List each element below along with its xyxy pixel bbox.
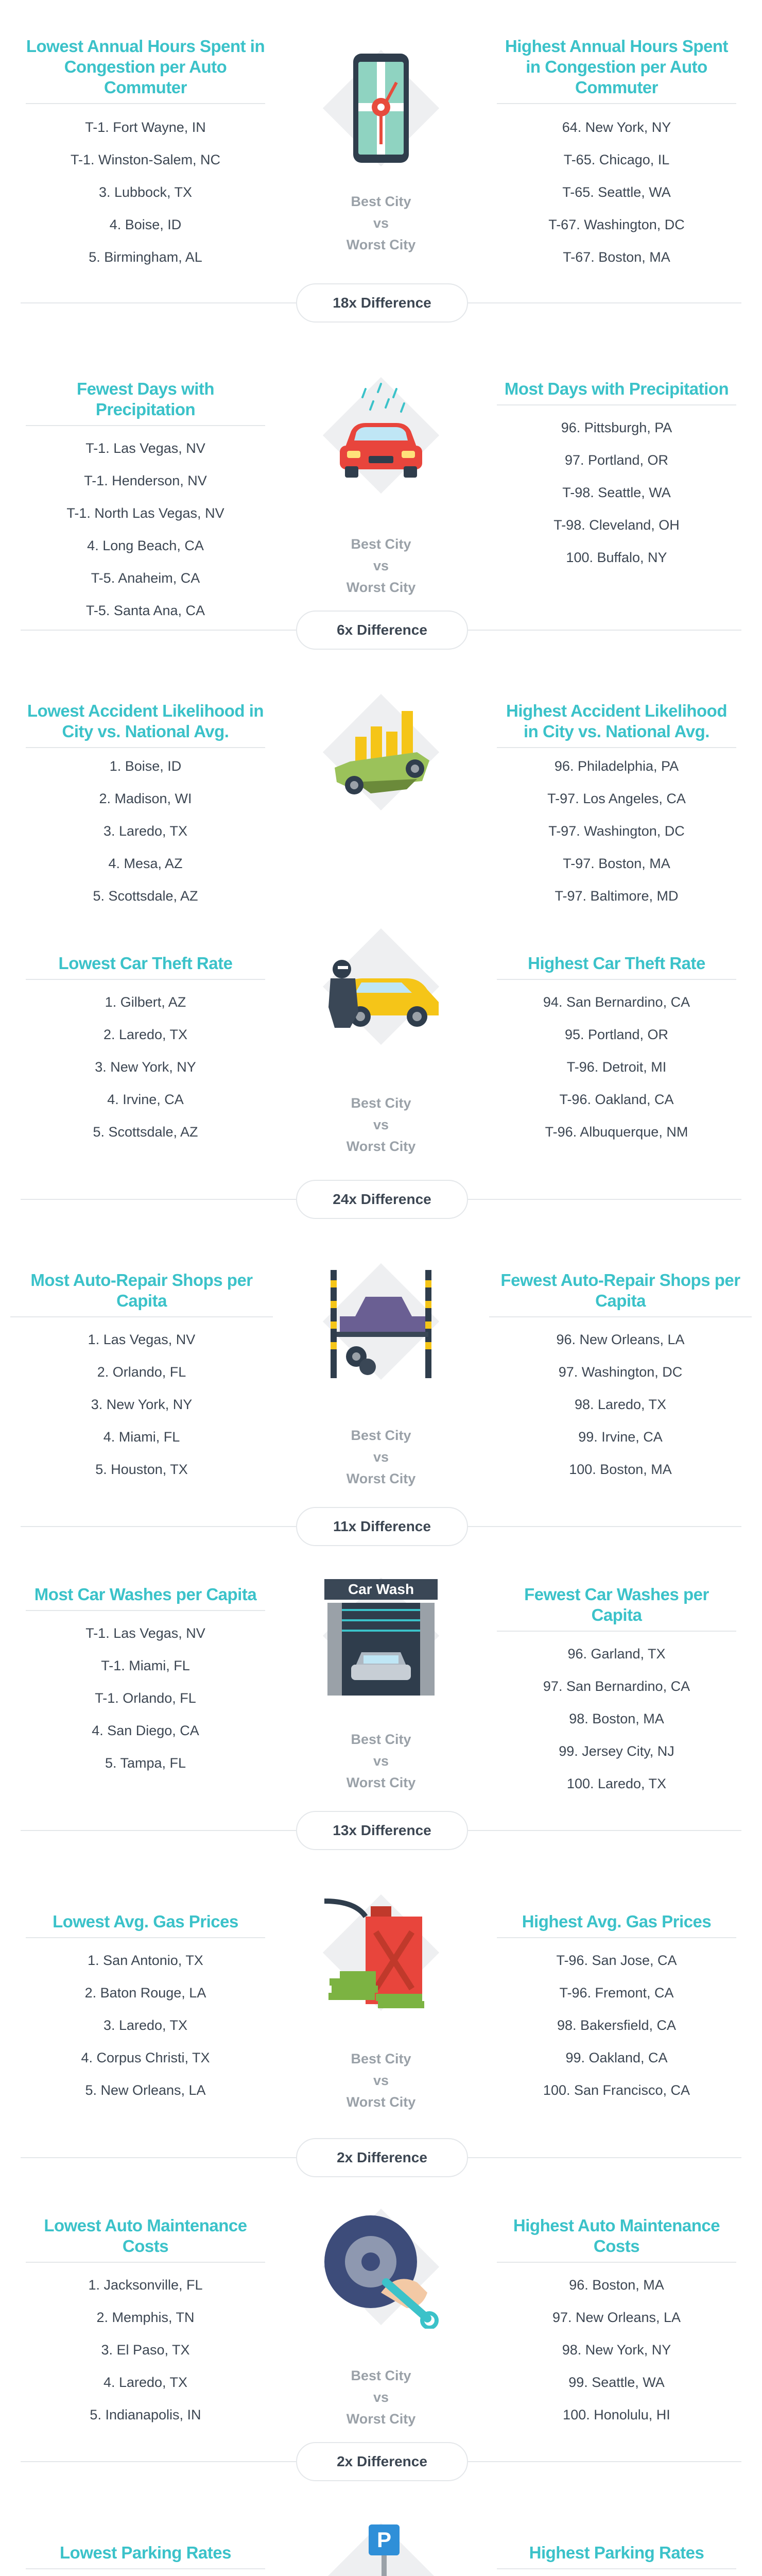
list-item: 100. Boston, MA (569, 1462, 672, 1477)
right-list (492, 1944, 741, 2107)
difference-row (21, 611, 741, 650)
best-vs-worst: Best City vs Worst City (346, 1428, 416, 1486)
list-item: 3. Laredo, TX (103, 2018, 188, 2033)
right-list (492, 1638, 741, 1800)
car-wash-sign: Car Wash (348, 1581, 414, 1597)
left-column (21, 36, 270, 274)
left-list (21, 986, 270, 1148)
left-column (21, 953, 270, 1148)
list-item: T-96. Oakland, CA (559, 1092, 674, 1107)
list-item: T-1. Henderson, NV (84, 473, 207, 488)
list-item: 95. Portland, OR (564, 1027, 669, 1042)
right-list (492, 412, 741, 574)
list-item: T-1. Winston-Salem, NC (70, 152, 221, 167)
best-vs-worst: Best City vs Worst City (346, 2051, 416, 2110)
list-item: 1. San Antonio, TX (88, 1953, 203, 1968)
list-item: 96. Pittsburgh, PA (561, 420, 672, 435)
list-item: 100. Laredo, TX (566, 1776, 667, 1791)
list-item: T-96. Detroit, MI (566, 1059, 667, 1075)
list-item: 99. Seattle, WA (568, 2375, 665, 2390)
left-list (21, 2269, 270, 2431)
difference-row (21, 1180, 741, 1219)
right-column (492, 36, 741, 274)
list-item: 100. San Francisco, CA (543, 2082, 690, 2098)
list-item: 96. Philadelphia, PA (554, 758, 679, 774)
left-title: Most Auto-Repair Shops per Capita (10, 1270, 273, 1317)
list-item: 4. Long Beach, CA (87, 538, 204, 553)
list-item: T-65. Chicago, IL (563, 152, 670, 167)
list-item: 4. San Diego, CA (92, 1723, 199, 1738)
car-in-rain-icon (319, 374, 443, 497)
list-item: 98. Bakersfield, CA (557, 2018, 677, 2033)
best-vs-worst: Best City vs Worst City (346, 1732, 416, 1790)
list-item: 4. Corpus Christi, TX (81, 2050, 210, 2065)
list-item: 97. San Bernardino, CA (543, 1679, 690, 1694)
right-column (492, 1584, 741, 1800)
difference-badge: 18x Difference (296, 283, 468, 323)
right-column (492, 701, 741, 912)
list-item: 99. Jersey City, NJ (559, 1743, 674, 1759)
list-item: 96. New Orleans, LA (556, 1332, 685, 1347)
list-item: 1. Boise, ID (109, 758, 182, 774)
right-column (492, 1911, 741, 2107)
list-item: T-97. Washington, DC (548, 823, 685, 839)
parking-sign-icon (319, 2519, 443, 2576)
list-item: 2. Orlando, FL (97, 1364, 186, 1380)
list-item: 97. Portland, OR (564, 452, 669, 468)
difference-badge: 13x Difference (296, 1811, 468, 1850)
parking-sign-letter: P (376, 2528, 391, 2552)
list-item: 97. Washington, DC (558, 1364, 683, 1380)
list-item: T-67. Boston, MA (563, 249, 670, 265)
right-column (484, 1270, 757, 1486)
crashed-car-icon (319, 690, 443, 814)
list-item: 1. Gilbert, AZ (105, 994, 186, 1010)
list-item: 100. Honolulu, HI (563, 2407, 670, 2422)
list-item: T-1. North Las Vegas, NV (66, 505, 224, 521)
right-list (492, 750, 741, 912)
list-item: T-97. Los Angeles, CA (547, 791, 686, 806)
best-vs-worst: Best City vs Worst City (346, 536, 416, 595)
best-vs-worst: Best City vs Worst City (346, 194, 416, 252)
list-item: 3. Lubbock, TX (98, 184, 193, 200)
right-title: Most Days with Precipitation (497, 379, 736, 405)
list-item: 64. New York, NY (562, 120, 671, 135)
right-column (492, 2543, 741, 2576)
difference-badge: 2x Difference (296, 2442, 468, 2481)
list-item: 2. Madison, WI (99, 791, 192, 806)
right-column (492, 2215, 741, 2431)
list-item: 2. Baton Rouge, LA (84, 1985, 206, 2001)
list-item: T-67. Washington, DC (548, 217, 685, 232)
left-column (21, 2215, 270, 2431)
list-item: 5. Houston, TX (95, 1462, 188, 1477)
list-item: 5. Scottsdale, AZ (93, 888, 198, 904)
list-item: T-5. Anaheim, CA (91, 570, 200, 586)
left-title: Most Car Washes per Capita (26, 1584, 265, 1611)
list-item: 4. Miami, FL (103, 1429, 180, 1445)
list-item: 3. El Paso, TX (101, 2342, 190, 2358)
right-title: Highest Car Theft Rate (497, 953, 736, 980)
left-column (5, 1270, 278, 1486)
list-item: T-1. Fort Wayne, IN (85, 120, 206, 135)
difference-row (21, 2138, 741, 2177)
difference-badge: 24x Difference (296, 1180, 468, 1219)
difference-row (21, 1507, 741, 1546)
list-item: 98. New York, NY (562, 2342, 671, 2358)
list-item: T-1. Las Vegas, NV (85, 440, 205, 456)
difference-row (21, 283, 741, 323)
list-item: 96. Boston, MA (569, 2277, 664, 2293)
list-item: T-98. Cleveland, OH (553, 517, 680, 533)
right-title: Fewest Car Washes per Capita (497, 1584, 736, 1632)
list-item: 3. New York, NY (95, 1059, 196, 1075)
list-item: 1. Jacksonville, FL (88, 2277, 203, 2293)
list-item: 5. Scottsdale, AZ (93, 1124, 198, 1140)
left-title: Lowest Parking Rates (26, 2543, 265, 2569)
difference-badge: 6x Difference (296, 611, 468, 650)
list-item: 3. Laredo, TX (103, 823, 188, 839)
list-item: T-96. Fremont, CA (559, 1985, 674, 2001)
left-list (21, 750, 270, 912)
list-item: 98. Laredo, TX (574, 1397, 667, 1412)
right-title: Highest Avg. Gas Prices (497, 1911, 736, 1938)
list-item: 4. Laredo, TX (103, 2375, 188, 2390)
list-item: 4. Boise, ID (109, 217, 182, 232)
left-list (5, 1324, 278, 1486)
left-list (21, 1944, 270, 2107)
list-item: 96. Garland, TX (567, 1646, 666, 1662)
list-item: 100. Buffalo, NY (566, 550, 667, 565)
left-column (21, 701, 270, 912)
list-item: T-1. Las Vegas, NV (85, 1625, 205, 1641)
list-item: T-97. Baltimore, MD (555, 888, 679, 904)
left-title: Lowest Auto Maintenance Costs (26, 2215, 265, 2263)
left-list (21, 432, 270, 627)
list-item: 4. Irvine, CA (107, 1092, 184, 1107)
list-item: 99. Irvine, CA (578, 1429, 663, 1445)
list-item: 3. New York, NY (91, 1397, 193, 1412)
difference-row (21, 1811, 741, 1850)
car-wash-icon (319, 1574, 443, 1698)
list-item: 5. Indianapolis, IN (90, 2407, 201, 2422)
list-item: 1. Las Vegas, NV (88, 1332, 196, 1347)
right-title: Highest Annual Hours Spent in Congestion per Auto Commuter (497, 36, 736, 104)
list-item: 94. San Bernardino, CA (543, 994, 690, 1010)
best-vs-worst: Best City vs Worst City (346, 2368, 416, 2427)
right-list (492, 2269, 741, 2431)
left-list (21, 1617, 270, 1780)
left-title: Lowest Avg. Gas Prices (26, 1911, 265, 1938)
list-item: T-1. Orlando, FL (95, 1690, 196, 1706)
left-title: Lowest Annual Hours Spent in Congestion per Auto Commuter (26, 36, 265, 104)
right-title: Fewest Auto-Repair Shops per Capita (489, 1270, 752, 1317)
list-item: 5. Birmingham, AL (89, 249, 202, 265)
difference-row (21, 2442, 741, 2481)
list-item: 98. Boston, MA (569, 1711, 664, 1726)
left-title: Fewest Days with Precipitation (26, 379, 265, 426)
right-title: Highest Accident Likelihood in City vs. National Avg. (497, 701, 736, 748)
left-column (21, 1584, 270, 1780)
list-item: T-65. Seattle, WA (562, 184, 671, 200)
list-item: T-98. Seattle, WA (562, 485, 671, 500)
difference-badge: 2x Difference (296, 2138, 468, 2177)
left-column (21, 1911, 270, 2107)
left-title: Lowest Accident Likelihood in City vs. National Avg. (26, 701, 265, 748)
list-item: 2. Laredo, TX (103, 1027, 188, 1042)
left-column (21, 2543, 270, 2576)
right-list (484, 1324, 757, 1486)
list-item: T-96. San Jose, CA (556, 1953, 677, 1968)
right-list (492, 986, 741, 1148)
right-list (492, 111, 741, 274)
tire-wrench-icon (319, 2205, 443, 2329)
list-item: 5. Tampa, FL (105, 1755, 186, 1771)
right-title: Highest Parking Rates (497, 2543, 736, 2569)
list-item: 5. New Orleans, LA (85, 2082, 206, 2098)
left-column (21, 379, 270, 627)
list-item: T-96. Albuquerque, NM (545, 1124, 688, 1140)
right-column (492, 379, 741, 574)
right-title: Highest Auto Maintenance Costs (497, 2215, 736, 2263)
difference-badge: 11x Difference (296, 1507, 468, 1546)
best-vs-worst: Best City vs Worst City (346, 1095, 416, 1154)
list-item: 4. Mesa, AZ (108, 856, 183, 871)
left-title: Lowest Car Theft Rate (26, 953, 265, 980)
left-list (21, 111, 270, 274)
map-route-icon (319, 46, 443, 170)
list-item: 2. Memphis, TN (96, 2310, 195, 2325)
list-item: T-1. Miami, FL (101, 1658, 190, 1673)
car-thief-icon (319, 925, 443, 1048)
list-item: 97. New Orleans, LA (552, 2310, 681, 2325)
gas-can-money-icon (319, 1891, 443, 2014)
right-column (492, 953, 741, 1148)
car-lift-icon (319, 1260, 443, 1383)
list-item: T-5. Santa Ana, CA (85, 603, 205, 618)
list-item: 99. Oakland, CA (565, 2050, 668, 2065)
list-item: T-97. Boston, MA (563, 856, 670, 871)
